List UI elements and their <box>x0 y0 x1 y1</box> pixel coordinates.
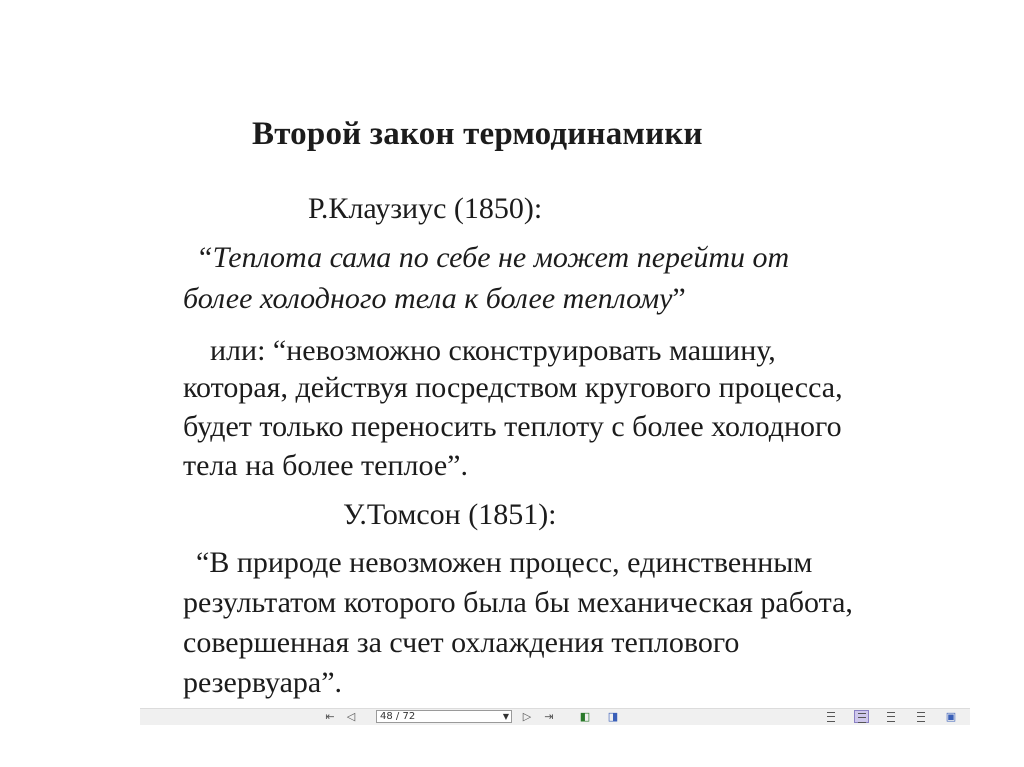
viewer-toolbar <box>140 708 970 725</box>
clausius-alt-line-1: или: “невозможно сконструировать машину, <box>210 334 776 367</box>
thomson-line-4: резервуара”. <box>183 666 343 699</box>
facing-glyph <box>887 712 895 722</box>
thomson-heading: У.Томсон (1851): <box>343 498 557 531</box>
page-number-field[interactable] <box>376 710 512 723</box>
previous-page-icon[interactable]: ◁ <box>346 710 356 723</box>
thomson-line-3: совершенная за счет охлаждения теплового <box>183 626 740 659</box>
clausius-heading: Р.Клаузиус (1850): <box>308 192 543 225</box>
single-page-view-icon[interactable] <box>824 710 839 723</box>
last-page-icon[interactable]: ⇥ <box>544 710 554 723</box>
chevron-down-icon[interactable]: ▼ <box>502 712 509 721</box>
clausius-quote-line-2 <box>183 284 686 314</box>
continuous-glyph <box>858 713 866 723</box>
fit-page-icon[interactable]: ▣ <box>945 710 957 723</box>
facing-view-icon[interactable] <box>884 710 899 723</box>
clausius-alt-line-4: тела на более теплое”. <box>183 449 468 482</box>
clausius-quote-line-2-text: более холодного тела к более теплому <box>183 282 673 315</box>
next-page-icon[interactable]: ▷ <box>522 710 532 723</box>
first-page-icon[interactable]: ⇤ <box>325 710 335 723</box>
clausius-alt-line-2: которая, действуя посредством кругового процесса, <box>183 371 843 404</box>
thomson-line-1: “В природе невозможен процесс, единственным <box>196 546 813 579</box>
go-back-icon[interactable]: ◧ <box>579 710 591 723</box>
clausius-alt-line-3: будет только переносить теплоту с более холодного <box>183 410 842 443</box>
continuous-facing-view-icon[interactable] <box>914 710 929 723</box>
continuous-view-icon[interactable] <box>854 710 869 723</box>
closing-quote: ” <box>672 282 686 315</box>
single-page-glyph <box>827 712 835 722</box>
thomson-line-2: результатом которого была бы механическая работа, <box>183 586 853 619</box>
page-indicator: 48 / 72 <box>380 711 416 722</box>
continuous-facing-glyph <box>917 712 925 722</box>
clausius-quote-line-1: “Теплота сама по себе не может перейти от <box>196 241 790 274</box>
go-forward-icon[interactable]: ◨ <box>607 710 619 723</box>
page-title: Второй закон термодинамики <box>252 116 703 152</box>
